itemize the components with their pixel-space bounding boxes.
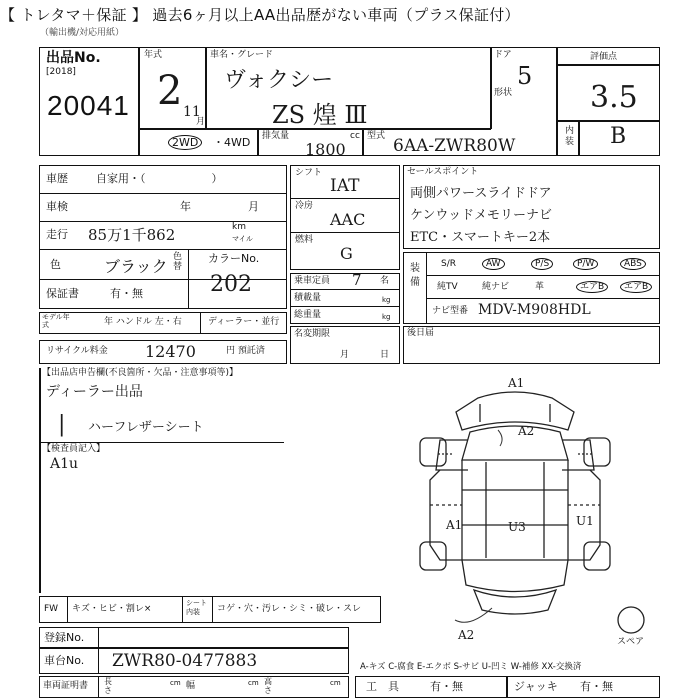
weight-label: 総重量 <box>294 310 322 320</box>
capacity-unit: 名 <box>380 276 390 286</box>
model-year-label: モデル年式 <box>42 313 70 329</box>
interior-label: 内装 <box>565 126 575 147</box>
spare-label: スペア <box>617 637 645 647</box>
tools-label: 工 具 <box>366 680 399 693</box>
jack-value: 有・無 <box>580 680 613 693</box>
mileage-unit-mile: マイル <box>232 235 253 243</box>
shape-label: 形状 <box>494 88 513 98</box>
inspector-value: A1u <box>50 456 79 472</box>
doors-value: 5 <box>517 62 533 90</box>
height-label: 高さ <box>264 677 272 695</box>
color-label: 色 <box>50 258 61 271</box>
expiry-day: 日 <box>380 350 390 360</box>
declaration-line-2: ハーフレザーシート <box>88 420 204 435</box>
expiry-label: 名変期限 <box>294 329 331 339</box>
sales-label: セールスポイント <box>407 167 479 177</box>
damage-a2-top: A2 <box>518 424 535 438</box>
sales-line-1: 両側パワースライドドア <box>410 186 552 201</box>
warranty-label: 保証書 <box>46 287 79 300</box>
equip-leather: 革 <box>535 282 545 292</box>
car-label: 車名・グレード <box>210 50 274 60</box>
damage-u3: U3 <box>508 520 526 534</box>
score-label: 評価点 <box>590 52 618 62</box>
notes-label: 後日届 <box>407 328 435 338</box>
interior-value: B <box>610 124 627 149</box>
equipment-label: 装備 <box>410 263 420 288</box>
model-value: 6AA-ZWR80W <box>393 136 516 156</box>
length-label: 長さ <box>104 677 112 695</box>
ac-value: AAC <box>330 210 366 229</box>
navi-model-label: ナビ型番 <box>432 306 469 316</box>
year-month: 11 <box>183 104 201 120</box>
declaration-label: 【出品店申告欄(不良箇所・欠品・注意事項等)】 <box>42 368 239 378</box>
year-value: 2 <box>157 68 183 114</box>
capacity-value: 7 <box>352 271 362 289</box>
equip-tv: 純TV <box>437 282 458 292</box>
model-year-dealer: ディーラー・並行 <box>208 317 280 327</box>
sales-line-2: ケンウッドメモリーナビ <box>410 208 552 223</box>
damage-a1-top: A1 <box>508 376 525 390</box>
color-value: ブラック <box>104 257 168 276</box>
weight-unit: kg <box>382 313 391 321</box>
recycle-label: リサイクル料金 <box>46 346 108 356</box>
damage-legend: A-キズ C-腐食 E-エクボ S-サビ U-凹ミ W-補修 XX-交換済 <box>360 662 582 672</box>
fuel-value: G <box>340 244 353 263</box>
registration-label: 登録No. <box>44 631 85 644</box>
inspection-month: 月 <box>248 200 259 213</box>
year-label: 年式 <box>144 50 163 60</box>
lot-label: 出品No. <box>46 50 101 66</box>
equip-ps: P/S <box>531 259 553 270</box>
declaration-mark: | <box>58 412 66 437</box>
ac-label: 冷房 <box>295 201 314 211</box>
tools-value: 有・無 <box>430 680 463 693</box>
expiry-month: 月 <box>340 350 350 360</box>
doors-label: ドア <box>494 50 512 60</box>
mileage-label: 走行 <box>46 228 68 241</box>
load-unit: kg <box>382 296 391 304</box>
equip-navi: 純ナビ <box>482 282 510 292</box>
jack-label: ジャッキ <box>514 680 558 693</box>
dimensions-label: 車両証明書 <box>43 681 89 691</box>
sales-line-3: ETC・スマートキー2本 <box>410 230 551 245</box>
model-label: 型式 <box>367 131 386 141</box>
equip-abs: ABS <box>620 259 646 270</box>
load-label: 積載量 <box>294 293 322 303</box>
chassis-value: ZWR80-0477883 <box>112 651 258 671</box>
warranty-value: 有・無 <box>110 287 143 300</box>
damage-a1-side: A1 <box>446 518 463 532</box>
inspector-label: 【検査員記入】 <box>42 444 106 454</box>
equip-sr: S/R <box>441 259 456 269</box>
damage-a2-bottom: A2 <box>458 628 475 642</box>
height-unit: cm <box>330 679 341 687</box>
year-month-label: 月 <box>196 117 206 127</box>
recycle-unit: 円 預託済 <box>226 346 265 356</box>
equip-pw: P/W <box>573 259 598 270</box>
displacement-value: 1800 <box>305 140 346 159</box>
fw-items: キズ・ヒビ・割レ× <box>72 604 152 614</box>
mileage-unit-km: km <box>232 222 246 232</box>
seat-label: シート内装 <box>186 599 207 616</box>
shift-label: シフト <box>295 168 323 178</box>
color-code-label: カラーNo. <box>208 252 260 265</box>
lot-number: 20041 <box>47 90 130 121</box>
equip-airbag-1: エアB <box>576 282 608 293</box>
recycle-value: 12470 <box>145 342 196 361</box>
length-unit: cm <box>170 679 181 687</box>
fw-label: FW <box>44 604 59 614</box>
lot-year-tag: [2018] <box>46 67 76 77</box>
color-change-label: 色替 <box>173 252 183 272</box>
history-value: 自家用・（ ） <box>96 172 223 185</box>
width-unit: cm <box>248 679 259 687</box>
displacement-label: 排気量 <box>262 131 290 141</box>
history-label: 車歴 <box>46 172 68 185</box>
registration-box <box>39 627 349 648</box>
displacement-unit: cc <box>350 131 360 141</box>
equip-aw: AW <box>482 259 505 270</box>
fuel-label: 燃料 <box>295 235 314 245</box>
title-banner: 【 トレタマ＋保証 】 過去6ヶ月以上AA出品歴がない車両（プラス保証付） <box>0 0 700 30</box>
inspection-year: 年 <box>180 200 191 213</box>
mileage-value: 85万1千862 <box>88 226 176 244</box>
car-grade: ZS 煌 Ⅲ <box>272 101 368 129</box>
equip-airbag-2: エアB <box>620 282 652 293</box>
drive-4wd: ・4WD <box>213 136 251 149</box>
declaration-line-1: ディーラー出品 <box>46 384 143 400</box>
chassis-label: 車台No. <box>44 654 85 667</box>
score-value: 3.5 <box>590 80 638 115</box>
shift-value: IAT <box>330 176 360 196</box>
width-label: 幅 <box>186 681 196 691</box>
model-year-handle: 年 ハンドル 左・右 <box>104 317 182 327</box>
navi-model-value: MDV-M908HDL <box>478 302 591 318</box>
inspection-label: 車検 <box>46 200 68 213</box>
capacity-label: 乗車定員 <box>294 276 331 286</box>
car-name: ヴォクシー <box>224 68 334 93</box>
drive-2wd: 2WD <box>168 136 202 149</box>
damage-u1: U1 <box>576 514 594 528</box>
color-code: 202 <box>210 272 252 297</box>
seat-items: コゲ・穴・汚レ・シミ・破レ・スレ <box>217 604 362 614</box>
sheet-subtitle: （輸出機/対応用紙） <box>40 28 125 38</box>
